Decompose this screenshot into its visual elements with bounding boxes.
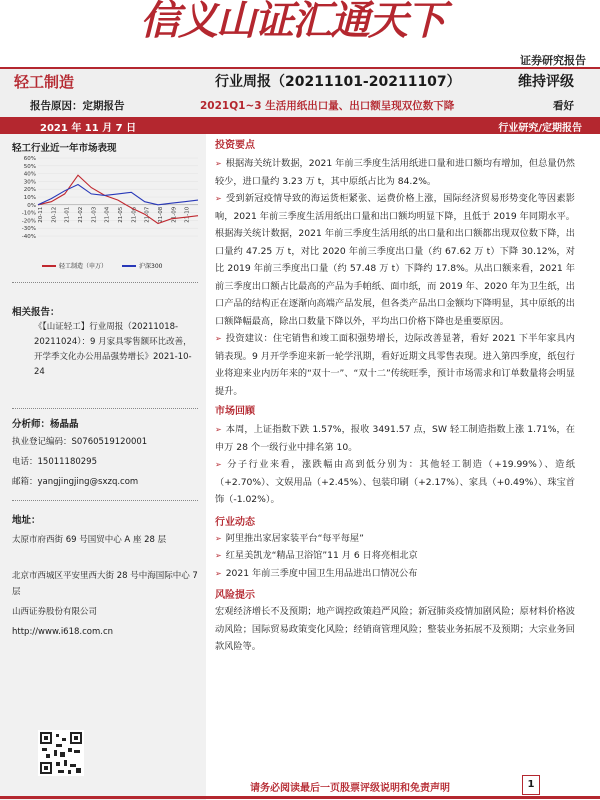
y-tick-label: -10%	[21, 210, 36, 217]
related-report-link[interactable]: 《【山证轻工】行业周报（20211018-20211024）：9 月家具零售额环比改善，开学季文化办公用品强势增长》2021-10-24	[34, 322, 192, 377]
analyst-name: 杨晶晶	[50, 419, 79, 430]
report-date: 2021 年 11 月 7 日	[40, 123, 137, 134]
rating: 维持评级	[518, 74, 574, 90]
analyst-label: 分析师：杨晶晶	[12, 419, 79, 430]
news-item[interactable]: ➢ 阿里推出家居家装平台“每平每屋”	[215, 532, 364, 544]
legend-label: 轻工制造（申万）	[59, 263, 108, 270]
bullet-icon: ➢	[215, 568, 222, 578]
x-tick-label: 21-07	[144, 206, 151, 223]
related-reports-label: 相关报告：	[12, 307, 60, 318]
x-tick-label: 20-12	[51, 206, 58, 223]
y-tick-label: 20%	[23, 187, 36, 194]
report-category: 行业研究/定期报告	[498, 123, 582, 134]
y-tick-label: -40%	[21, 234, 36, 240]
logo: 信义山证汇通天下	[140, 0, 444, 44]
y-tick-label: -30%	[21, 226, 36, 233]
bullet-icon: ➢	[215, 533, 222, 543]
series-line-1	[38, 185, 198, 205]
x-tick-label: 21-06	[131, 206, 138, 223]
analyst-email[interactable]: 邮箱：yangjingjing@sxzq.com	[12, 477, 139, 487]
section-title-market-review: 市场回顾	[215, 406, 255, 417]
risk-text: 宏观经济增长不及预期；地产调控政策趋严风险；新冠肺炎疫情加剧风险；原材料价格波动风险；国际贸易政策变化风险；经销商管理风险；整装业务拓展不及预期；大宗业务回款风险等。	[215, 606, 575, 652]
y-tick-label: 0%	[27, 202, 36, 209]
bullet-icon: ➢	[215, 460, 222, 469]
address-label: 地址：	[12, 515, 41, 526]
company-name: 山西证券股份有限公司	[12, 607, 98, 617]
divider	[12, 408, 198, 409]
analyst-license: 执业登记编码：S0760519120001	[12, 437, 148, 447]
bullet-icon: ➢	[215, 159, 222, 168]
y-tick-label: 10%	[23, 195, 36, 201]
outlook: 看好	[553, 100, 574, 112]
bullet-icon: ➢	[215, 194, 222, 203]
page-number: 1	[522, 775, 540, 795]
list-item: ➢ 投资建议：住宅销售和竣工面积强势增长，边际改善显著，看好 2021 下半年家具内销表现。9 月开学季迎来新一轮学汛期，看好近期文具零售表现。进入第四季度，纸包行业将迎来业内历年来的“双十一”、“双十二”传统旺季，预计市场需求和订单数量将会明显提升。	[215, 333, 575, 397]
y-tick-label: 60%	[23, 156, 36, 162]
section-title-risk: 风险提示	[215, 590, 255, 601]
x-tick-label: 21-10	[184, 206, 191, 223]
x-tick-label: 20-11	[38, 206, 44, 223]
x-tick-label: 21-02	[78, 206, 84, 223]
x-tick-label: 21-03	[91, 206, 98, 223]
legend-label: 沪深300	[139, 263, 163, 270]
company-website[interactable]: http://www.i618.com.cn	[12, 627, 114, 637]
x-tick-label: 21-05	[118, 206, 124, 223]
investment-highlights	[215, 136, 575, 656]
disclaimer-notice: 请务必阅读最后一页股票评级说明和免责声明	[250, 783, 450, 794]
x-tick-label: 21-08	[158, 206, 164, 223]
section-title-industry-news: 行业动态	[215, 516, 255, 528]
report-reason: 报告原因：定期报告	[30, 100, 125, 112]
headline: 2021Q1~3 生活用纸出口量、出口额呈现双位数下降	[200, 100, 455, 112]
x-tick-label: 21-09	[171, 206, 178, 223]
y-tick-label: -20%	[21, 218, 36, 225]
divider	[12, 500, 198, 501]
industry-name: 轻工制造	[14, 73, 75, 91]
list-item: ➢ 根据海关统计数据，2021 年前三季度生活用纸进口量和进口额均有增加，但总量仍然较少，进口量约 3.23 万 t，其中原纸占比为 84.2%。	[215, 158, 575, 187]
analyst-phone: 电话：15011180295	[12, 457, 97, 467]
report-type: 证券研究报告	[520, 54, 586, 67]
y-tick-label: 50%	[23, 163, 36, 170]
y-tick-label: 30%	[23, 179, 36, 186]
news-item[interactable]: ➢ 2021 年前三季度中国卫生用品进出口情况公布	[215, 567, 418, 579]
divider	[12, 282, 198, 283]
bullet-icon: ➢	[215, 551, 222, 560]
list-item: ➢ 本周，上证指数下跌 1.57%，报收 3491.57 点，SW 轻工制造指数上涨 1.71%，在申万 28 个一级行业中排名第 10。	[215, 424, 575, 453]
qr-code-icon	[38, 730, 84, 776]
x-tick-label: 21-04	[104, 206, 111, 223]
news-item[interactable]: ➢ 红星美凯龙“精品卫浴馆”11 月 6 日将亮相北京	[215, 550, 418, 561]
address-beijing: 北京市西城区平安里西大街 28 号中海国际中心 7 层	[12, 571, 198, 597]
market-performance-chart	[12, 152, 202, 274]
report-title: 行业周报（20211101-20211107）	[215, 74, 461, 90]
address-taiyuan: 太原市府西街 69 号国贸中心 A 座 28 层	[12, 535, 167, 545]
chart-title: 轻工行业近一年市场表现	[12, 143, 117, 154]
bullet-icon: ➢	[215, 334, 222, 343]
bullet-icon: ➢	[215, 425, 222, 434]
section-title-highlights: 投资要点	[215, 140, 255, 151]
list-item: ➢ 分子行业来看，涨跌幅由高到低分别为：其他轻工制造（+19.99%）、造纸（+2.70%）、文娱用品（+2.45%）、包装印刷（+2.17%）、家具（+0.49%）、珠宝首饰（-1.02%）。	[215, 459, 575, 505]
list-item: ➢ 受到新冠疫情导致的海运货柜紧张、运费价格上涨，国际经济贸易形势变化等因素影响，2021 年前三季度生活用纸出口量和出口额均明显下降，且低于 2019 年同期水平。根据海关统计数据，2021 年前三季度生活用纸的出口量和出口额都出现双位数下降，出口量约 47.25 万 t，对比 2020 年前三季度出口量（约 67.62 万 t）下降 30.12%，对比 2019 年前三季度出口量（约 57.48 万 t）下降约 17.8%。从出口额来看，2021 年前三季度出口额占比最高的产品为手帕纸、面巾纸，而 2019 年、2020 年为卫生纸，出口产品的结构正在逐渐向高端产品发展，但各类产品出口金额均下降明显，其中原纸的出口额降幅最高，除出口数量下降以外，平均出口价格下降也是重要原因。	[215, 193, 575, 327]
header-divider	[0, 67, 600, 69]
footer-divider	[0, 796, 600, 799]
x-tick-label: 21-01	[64, 206, 71, 223]
y-tick-label: 40%	[23, 171, 36, 178]
